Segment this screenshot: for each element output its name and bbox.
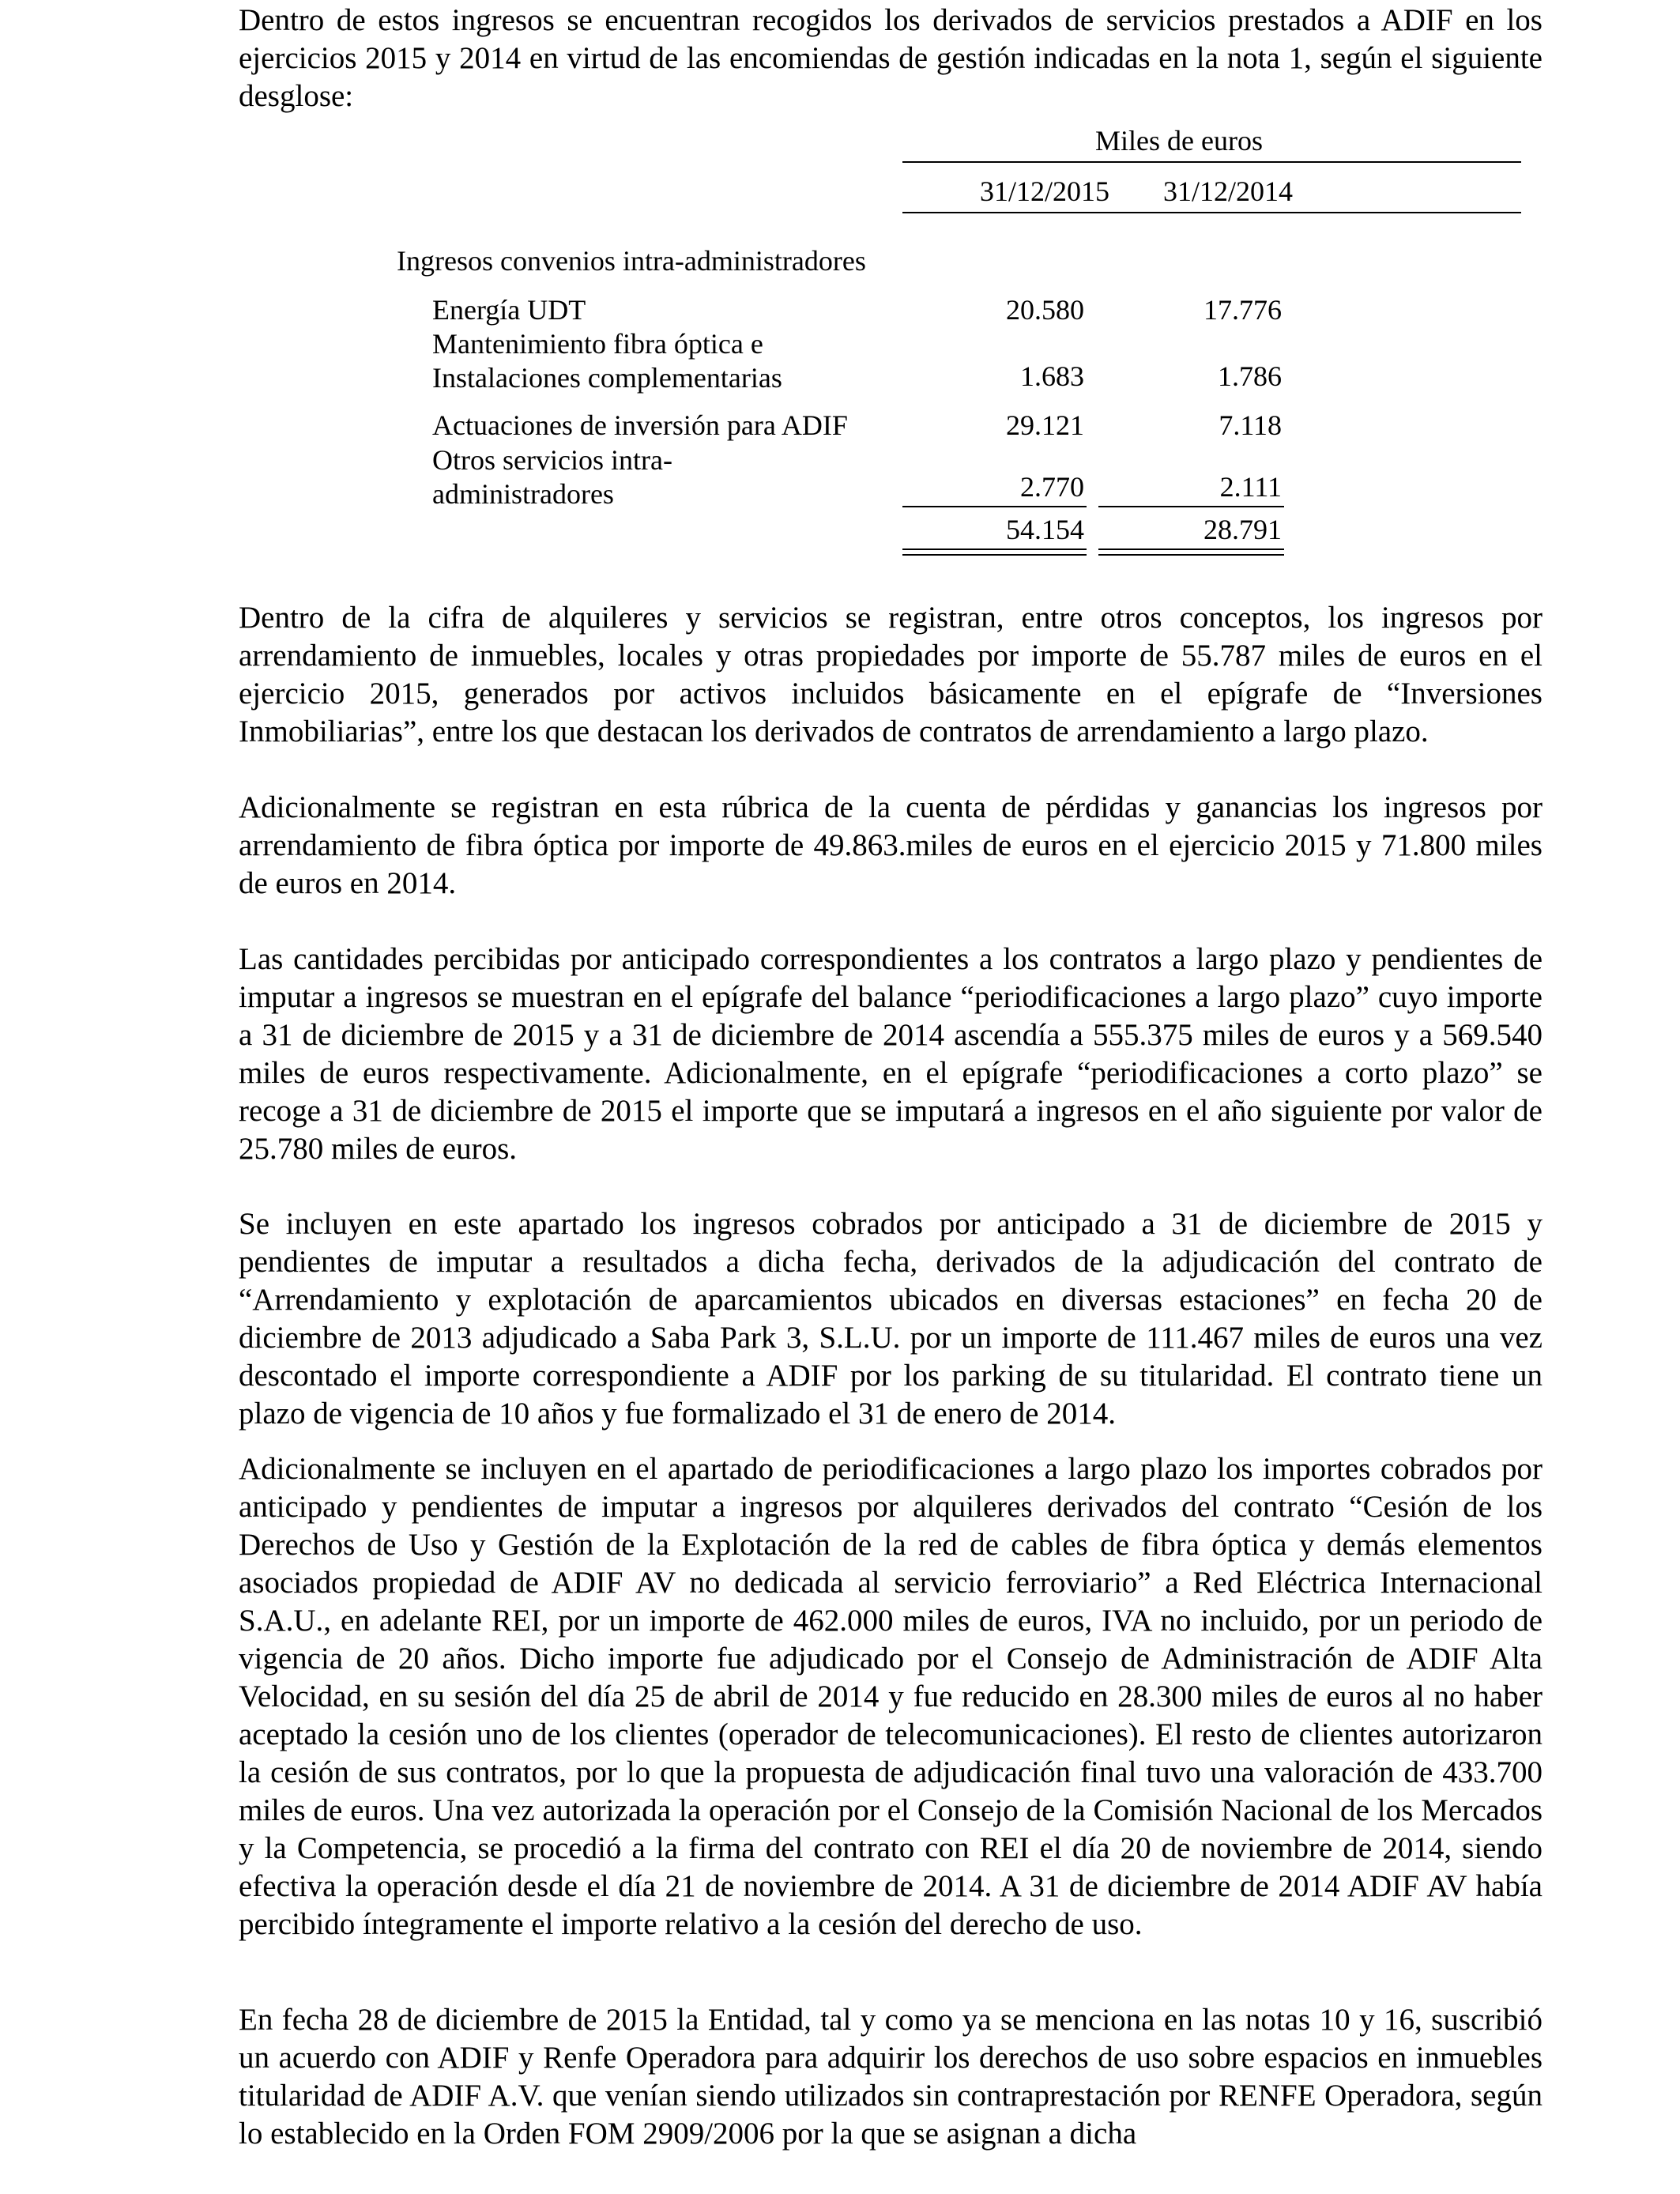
paragraph-acuerdo-renfe: En fecha 28 de diciembre de 2015 la Entidad, tal y como ya se menciona en las notas 10 y 16, suscribió un acuerdo con ADIF y Renfe Operadora para adquirir los derechos de uso sobre espacios en inmuebles titularidad de ADIF A.V. que venían siendo utilizados sin contraprestación por RENFE Operadora, según lo establecido en la Orden FOM 2909/2006 por la que se asignan a dicha bbox=[239, 2003, 1543, 2151]
row-value-2014: 1.786 bbox=[1218, 360, 1282, 392]
paragraph-intro: Dentro de estos ingresos se encuentran recogidos los derivados de servicios prestados a ADIF en los ejercicios 2015 y 2014 en virtud de las encomiendas de gestión indicadas en la nota 1, según el siguiente desglose: bbox=[239, 3, 1543, 113]
row-label-continued: administradores bbox=[432, 478, 614, 510]
row-value-2014: 2.111 bbox=[1219, 471, 1282, 503]
paragraph-periodificaciones: Las cantidades percibidas por anticipado correspondientes a los contratos a largo plazo y pendientes de imputar a ingresos se muestran en el epígrafe del balance “periodificaciones a largo plazo” cuyo importe a 31 de diciembre de 2015 y a 31 de diciembre de 2014 ascendía a 555.375 miles de euros y a 569.540 miles de euros respectivamente. Adicionalmente, en el epígrafe “periodificaciones a corto plazo” se recoge a 31 de diciembre de 2015 el importe que se imputará a ingresos en el año siguiente por valor de 25.780 miles de euros. bbox=[239, 942, 1543, 1166]
row-value-2014: 17.776 bbox=[1203, 294, 1282, 326]
column-header-rule bbox=[902, 212, 1521, 213]
paragraph-fibra-optica: Adicionalmente se registran en esta rúbrica de la cuenta de pérdidas y ganancias los ingresos por arrendamiento de fibra óptica por importe de 49.863.miles de euros en el ejercicio 2015 y 71.800 miles de euros en 2014. bbox=[239, 790, 1543, 900]
row-value-2015: 1.683 bbox=[1020, 360, 1084, 392]
table-unit-header: Miles de euros bbox=[1095, 125, 1263, 156]
subtotal-rule-2015 bbox=[902, 506, 1087, 507]
row-label: Actuaciones de inversión para ADIF bbox=[432, 409, 848, 441]
row-value-2015: 2.770 bbox=[1020, 471, 1084, 503]
header-rule bbox=[902, 161, 1521, 163]
total-2014: 28.791 bbox=[1203, 514, 1282, 545]
column-header-2014: 31/12/2014 bbox=[1162, 175, 1293, 207]
table-section-title: Ingresos convenios intra-administradores bbox=[397, 245, 866, 277]
column-header-2015: 31/12/2015 bbox=[979, 175, 1109, 207]
total-2015: 54.154 bbox=[1006, 514, 1084, 545]
total-double-rule-2014-a bbox=[1098, 548, 1284, 550]
paragraph-aparcamientos: Se incluyen en este apartado los ingresos cobrados por anticipado a 31 de diciembre de 2015 y pendientes de imputar a resultados a dicha fecha, derivados de la adjudicación del contrato de “Arrendamiento y explotación de aparcamientos ubicados en diversas estaciones” en fecha 20 de diciembre de 2013 adjudicado a Saba Park 3, S.L.U. por un importe de 111.467 miles de euros una vez descontado el importe correspondiente a ADIF por los parking de su titularidad. El contrato tiene un plazo de vigencia de 10 años y fue formalizado el 31 de enero de 2014. bbox=[239, 1207, 1543, 1431]
row-label: Mantenimiento fibra óptica e bbox=[432, 328, 763, 360]
row-value-2015: 29.121 bbox=[1006, 409, 1084, 441]
total-double-rule-2014-b bbox=[1098, 554, 1284, 556]
paragraph-alquileres: Dentro de la cifra de alquileres y servicios se registran, entre otros conceptos, los ingresos por arrendamiento de inmuebles, locales y otras propiedades por importe de 55.787 miles de euros en el ejercicio 2015, generados por activos incluidos básicamente en el epígrafe de “Inversiones Inmobiliarias”, entre los que destacan los derivados de contratos de arrendamiento a largo plazo. bbox=[239, 601, 1543, 748]
total-double-rule-2015-a bbox=[902, 548, 1087, 550]
paragraph-cesion-rei: Adicionalmente se incluyen en el apartado de periodificaciones a largo plazo los importes cobrados por anticipado y pendientes de imputar a ingresos por alquileres derivados del contrato “Cesión de los Derechos de Uso y Gestión de la Explotación de la red de cables de fibra óptica y demás elementos asociados propiedad de ADIF AV no dedicada al servicio ferroviario” a Red Eléctrica Internacional S.A.U., en adelante REI, por un importe de 462.000 miles de euros, IVA no incluido, por un periodo de vigencia de 20 años. Dicho importe fue adjudicado por el Consejo de Administración de ADIF Alta Velocidad, en su sesión del día 25 de abril de 2014 y fue reducido en 28.300 miles de euros al no haber aceptado la cesión uno de los clientes (operador de telecomunicaciones). El resto de clientes autorizaron la cesión de sus contratos, por lo que la propuesta de adjudicación final tuvo una valoración de 433.700 miles de euros. Una vez autorizada la operación por el Consejo de la Comisión Nacional de los Mercados y la Competencia, se procedió a la firma del contrato con REI el día 20 de noviembre de 2014, siendo efectiva la operación desde el día 21 de noviembre de 2014. A 31 de diciembre de 2014 ADIF AV había percibido íntegramente el importe relativo a la cesión del derecho de uso. bbox=[239, 1452, 1543, 1941]
row-value-2014: 7.118 bbox=[1219, 409, 1282, 441]
subtotal-rule-2014 bbox=[1098, 506, 1284, 507]
row-label-continued: Instalaciones complementarias bbox=[432, 362, 782, 394]
total-double-rule-2015-b bbox=[902, 554, 1087, 556]
row-value-2015: 20.580 bbox=[1006, 294, 1084, 326]
income-breakdown-table bbox=[239, 0, 1543, 585]
row-label: Otros servicios intra- bbox=[432, 444, 672, 476]
row-label: Energía UDT bbox=[432, 294, 586, 326]
